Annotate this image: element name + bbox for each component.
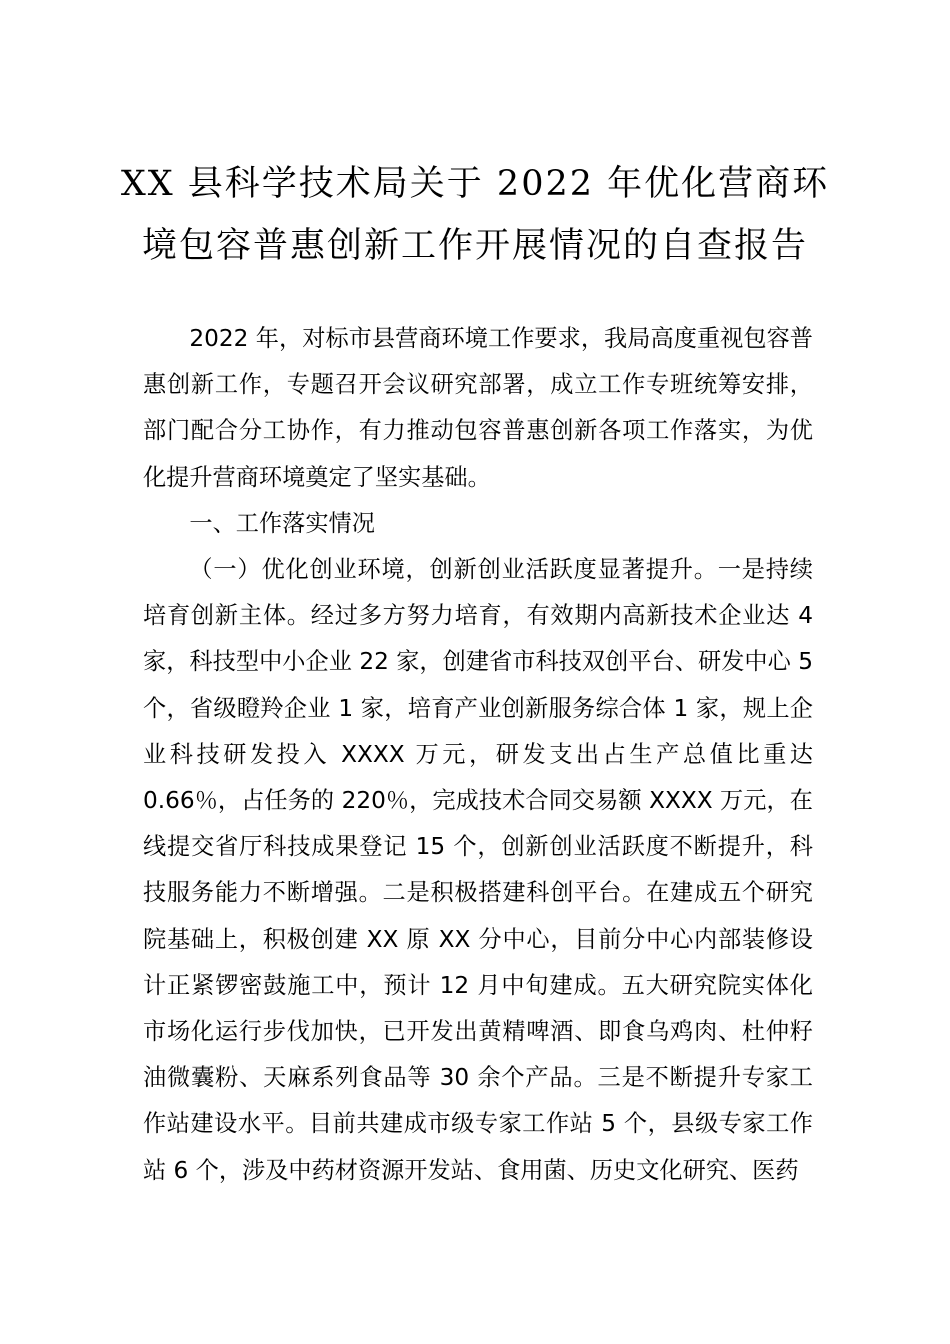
- intro-paragraph: 2022 年，对标市县营商环境工作要求，我局高度重视包容普惠创新工作，专题召开会议研究部署，成立工作专班统筹安排，部门配合分工协作，有力推动包容普惠创新各项工作落实，为优化提升营商环境奠定了坚实基础。: [143, 325, 813, 491]
- document-body: [143, 316, 813, 1194]
- section-paragraph: （一）优化创业环境，创新创业活跃度显著提升。一是持续培育创新主体。经过多方努力培育，有效期内高新技术企业达 4 家，科技型中小企业 22 家，创建省市科技双创平台、研发中心 5 个，省级瞪羚企业 1 家，培育产业创新服务综合体 1 家，规上企业科技研发投入 XXXX 万元，研发支出占生产总值比重达 0.66％，占任务的 220％，完成技术合同交易额 XXXX 万元，在线提交省厅科技成果登记 15 个，创新创业活跃度不断提升，科技服务能力不断增强。二是积极搭建科创平台。在建成五个研究院基础上，积极创建 XX 原 XX 分中心，目前分中心内部装修设计正紧锣密鼓施工中，预计 12 月中旬建成。五大研究院实体化市场化运行步伐加快，已开发出黄精啤酒、即食乌鸡肉、杜仲籽油微囊粉、天麻系列食品等 30 余个产品。三是不断提升专家工作站建设水平。目前共建成市级专家工作站 5 个，县级专家工作站 6 个，涉及中药材资源开发站、食用菌、历史文化研究、医药: [143, 556, 813, 1184]
- document-title-line-2: 境包容普惠创新工作开展情况的自查报告: [141, 226, 808, 266]
- section-heading: 一、工作落实情况: [189, 509, 375, 537]
- document-title-line-1: XX 县科学技术局关于 2022 年优化营商环: [120, 164, 830, 204]
